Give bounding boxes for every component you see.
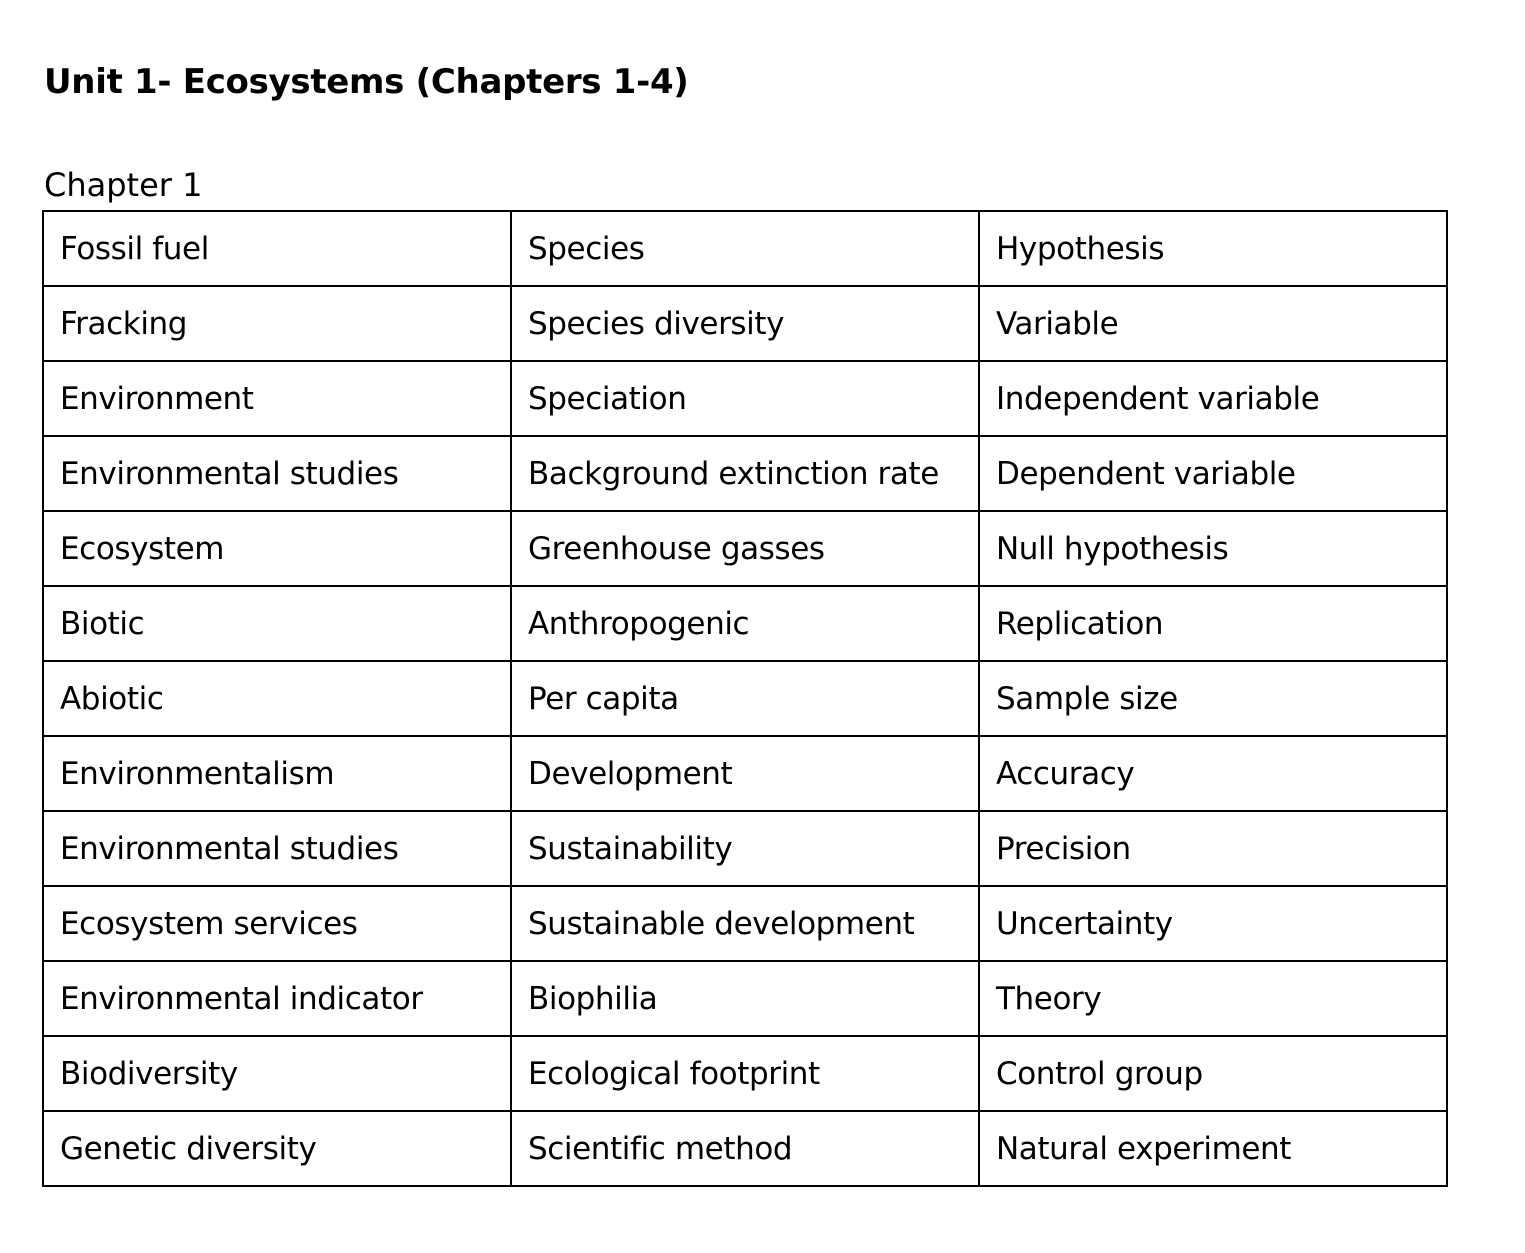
table-cell: Genetic diversity <box>43 1111 511 1186</box>
unit-title: Unit 1- Ecosystems (Chapters 1-4) <box>44 62 689 102</box>
table-cell: Variable <box>979 286 1447 361</box>
table-row <box>43 961 1447 1036</box>
table-cell: Greenhouse gasses <box>511 511 979 586</box>
table-cell: Ecosystem <box>43 511 511 586</box>
table-cell: Scientific method <box>511 1111 979 1186</box>
table-row <box>43 586 1447 661</box>
table-cell: Sample size <box>979 661 1447 736</box>
table-cell: Speciation <box>511 361 979 436</box>
vocabulary-table-body <box>43 211 1447 1186</box>
table-row <box>43 511 1447 586</box>
table-row <box>43 736 1447 811</box>
table-cell: Environmental studies <box>43 811 511 886</box>
table-cell: Replication <box>979 586 1447 661</box>
table-row <box>43 811 1447 886</box>
table-cell: Per capita <box>511 661 979 736</box>
table-cell: Development <box>511 736 979 811</box>
table-row <box>43 1036 1447 1111</box>
table-cell: Background extinction rate <box>511 436 979 511</box>
table-cell: Environment <box>43 361 511 436</box>
table-cell: Ecosystem services <box>43 886 511 961</box>
table-row <box>43 1111 1447 1186</box>
table-cell: Biophilia <box>511 961 979 1036</box>
table-cell: Accuracy <box>979 736 1447 811</box>
table-cell: Hypothesis <box>979 211 1447 286</box>
table-row <box>43 886 1447 961</box>
table-row <box>43 211 1447 286</box>
table-cell: Environmental indicator <box>43 961 511 1036</box>
table-cell: Sustainable development <box>511 886 979 961</box>
table-cell: Dependent variable <box>979 436 1447 511</box>
table-cell: Precision <box>979 811 1447 886</box>
table-cell: Anthropogenic <box>511 586 979 661</box>
table-cell: Biotic <box>43 586 511 661</box>
table-cell: Abiotic <box>43 661 511 736</box>
table-cell: Fossil fuel <box>43 211 511 286</box>
table-cell: Environmental studies <box>43 436 511 511</box>
table-cell: Null hypothesis <box>979 511 1447 586</box>
vocabulary-table <box>42 210 1448 1187</box>
table-row <box>43 286 1447 361</box>
table-cell: Natural experiment <box>979 1111 1447 1186</box>
table-cell: Ecological footprint <box>511 1036 979 1111</box>
table-cell: Biodiversity <box>43 1036 511 1111</box>
table-cell: Species <box>511 211 979 286</box>
table-row <box>43 661 1447 736</box>
table-cell: Species diversity <box>511 286 979 361</box>
table-cell: Theory <box>979 961 1447 1036</box>
table-cell: Sustainability <box>511 811 979 886</box>
table-cell: Uncertainty <box>979 886 1447 961</box>
table-cell: Fracking <box>43 286 511 361</box>
table-cell: Environmentalism <box>43 736 511 811</box>
table-cell: Control group <box>979 1036 1447 1111</box>
table-row <box>43 361 1447 436</box>
table-row <box>43 436 1447 511</box>
table-cell: Independent variable <box>979 361 1447 436</box>
chapter-heading: Chapter 1 <box>44 166 203 204</box>
